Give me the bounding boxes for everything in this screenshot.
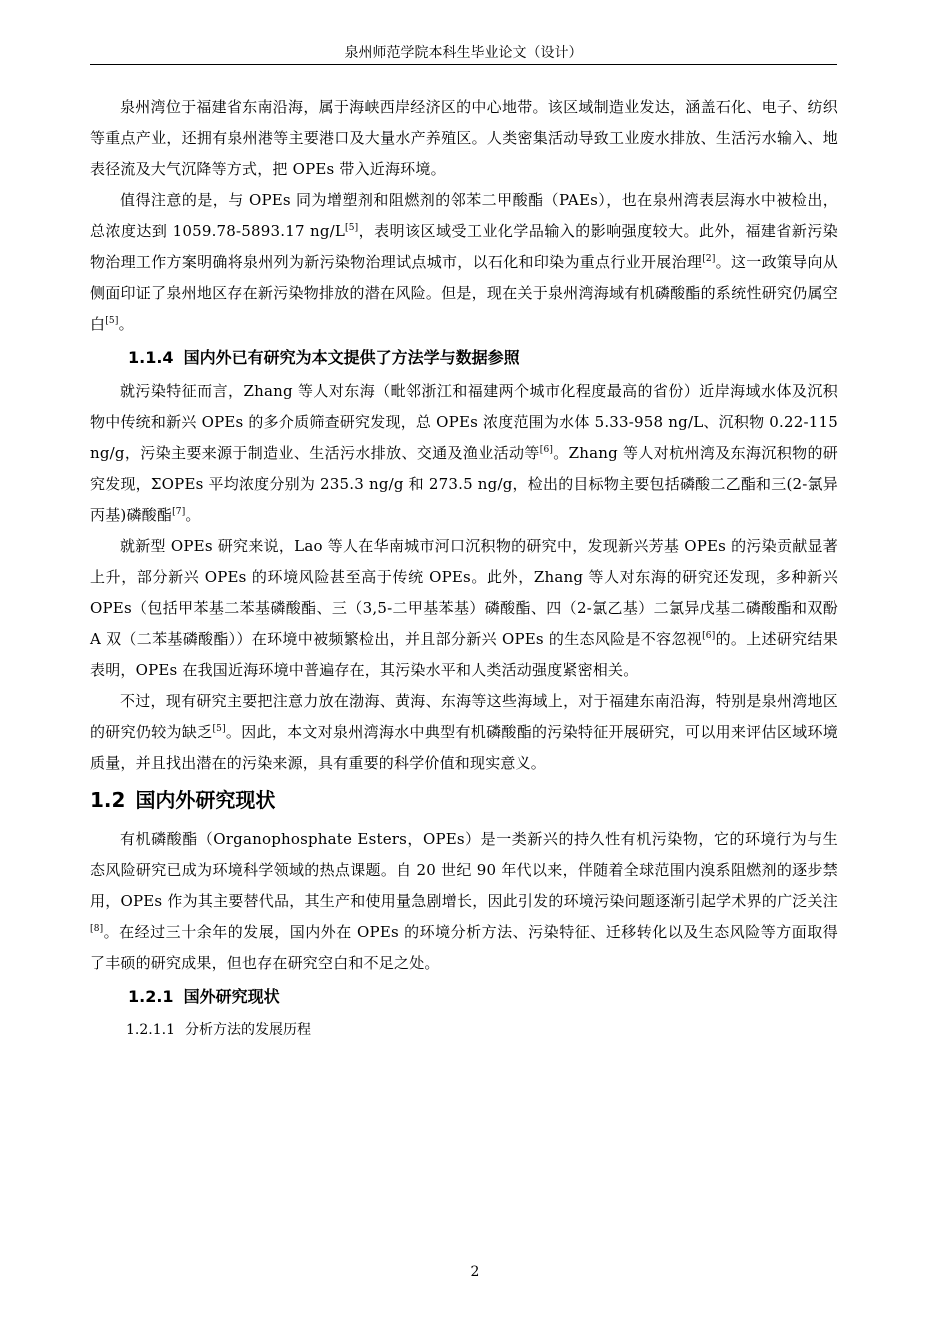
- paragraph-text: 有机磷酸酯（Organophosphate Esters，OPEs）是一类新兴的持久性有机污染物，它的环境行为与生态风险研究已成为环境科学领域的热点课题。自 20 世纪 90 年代以来，伴随着全球范围内溴系阻燃剂的逐步禁用，OPEs 作为其主要替代品，其生产和使用量急剧增长，因此引发的环境污染问题逐渐引起学术界的广泛关注: [90, 830, 838, 910]
- citation: [8]: [90, 924, 104, 934]
- header-rule: [90, 64, 837, 65]
- citation: [6]: [702, 631, 716, 641]
- citation: [5]: [105, 316, 119, 326]
- paragraph-text: 。: [118, 315, 134, 333]
- paragraph-text: 值得注意的是，与 OPEs 同为增塑剂和阻燃剂的邻苯二甲酸酯（PAEs），也在泉州湾表层海水中被检出，总浓度达到 1059.78-5893.17 ng/L: [90, 191, 838, 240]
- paragraph-text: 泉州湾位于福建省东南沿海，属于海峡西岸经济区的中心地带。该区域制造业发达，涵盖石化、电子、纺织等重点产业，还拥有泉州港等主要港口及大量水产养殖区。人类密集活动导致工业废水排放、生活污水输入、地表径流及大气沉降等方式，把 OPEs 带入近海环境。: [90, 98, 838, 178]
- paragraph-paes-detection: [90, 185, 838, 340]
- paragraph-quanzhou-bay-intro: [90, 92, 838, 185]
- heading-1-1-4: [90, 343, 838, 373]
- citation: [2]: [702, 254, 716, 264]
- paragraph-text: 。Zhang 等人对杭州湾及东海沉积物的研究发现，ΣOPEs 平均浓度分别为 235.3 ng/g 和 273.5 ng/g，检出的目标物主要包括磷酸二乙酯和三(2-氯异丙基)磷酸酯: [90, 444, 839, 524]
- heading-1-2-1: [90, 982, 838, 1012]
- heading-number: 1.2.1.1: [126, 1022, 175, 1038]
- paragraph-research-gap: [90, 686, 838, 779]
- citation: [5]: [212, 724, 226, 734]
- page-content: [90, 92, 838, 1045]
- paragraph-text: 。这一政策导向从侧面印证了泉州地区存在新污染物排放的潜在风险。但是，现在关于泉州湾海域有机磷酸酯的系统性研究仍属空白: [90, 253, 838, 333]
- running-header: 泉州师范学院本科生毕业论文（设计）: [344, 45, 583, 61]
- paragraph-text: 不过，现有研究主要把注意力放在渤海、黄海、东海等这些海域上，对于福建东南沿海，特别是泉州湾地区的研究仍较为缺乏: [90, 692, 838, 741]
- heading-text: 分析方法的发展历程: [184, 1022, 311, 1038]
- citation: [7]: [172, 507, 186, 517]
- paragraph-novel-opes: [90, 531, 838, 686]
- paragraph-pollution-characteristics: [90, 376, 838, 531]
- citation: [5]: [345, 223, 359, 233]
- paragraph-text: 。因此，本文对泉州湾海水中典型有机磷酸酯的污染特征开展研究，可以用来评估区域环境质量，并且找出潜在的污染来源，具有重要的科学价值和现实意义。: [90, 723, 838, 772]
- heading-number: 1.1.4: [128, 348, 174, 367]
- paragraph-opes-overview: [90, 824, 838, 979]
- paragraph-text: ，表明该区域受工业化学品输入的影响强度较大。此外，福建省新污染物治理工作方案明确将泉州列为新污染物治理试点城市，以石化和印染为重点行业开展治理: [90, 222, 838, 271]
- paragraph-text: 。在经过三十余年的发展，国内外在 OPEs 的环境分析方法、污染特征、迁移转化以及生态风险等方面取得了丰硕的研究成果，但也存在研究空白和不足之处。: [90, 923, 838, 972]
- heading-text: 国内外研究现状: [135, 788, 276, 812]
- heading-1-2-1-1: [90, 1015, 838, 1045]
- page-number: 2: [470, 1264, 480, 1280]
- heading-text: 国内外已有研究为本文提供了方法学与数据参照: [183, 348, 520, 367]
- heading-number: 1.2.1: [128, 987, 174, 1006]
- heading-1-2: [90, 782, 838, 818]
- paragraph-text: 就新型 OPEs 研究来说，Lao 等人在华南城市河口沉积物的研究中，发现新兴芳基 OPEs 的污染贡献显著上升，部分新兴 OPEs 的环境风险甚至高于传统 OPEs。此外，Zhang 等人对东海的研究还发现，多种新兴 OPEs（包括甲苯基二苯基磷酸酯、三（3,5-二甲基苯基）磷酸酯、四（2-氯乙基）二氯异戊基二磷酸酯和双酚 A 双（二苯基磷酸酯））在环境中被频繁检出，并且部分新兴 OPEs 的生态风险是不容忽视: [90, 537, 838, 648]
- paragraph-text: 就污染特征而言，Zhang 等人对东海（毗邻浙江和福建两个城市化程度最高的省份）近岸海域水体及沉积物中传统和新兴 OPEs 的多介质筛查研究发现，总 OPEs 浓度范围为水体 5.33-958 ng/L、沉积物 0.22-115 ng/g，污染主要来源于制造业、生活污水排放、交通及渔业活动等: [90, 382, 838, 462]
- heading-text: 国外研究现状: [183, 987, 280, 1006]
- heading-number: 1.2: [90, 788, 126, 812]
- paragraph-text: 。: [185, 506, 201, 524]
- citation: [6]: [539, 445, 554, 455]
- paragraph-text: 的。上述研究结果表明，OPEs 在我国近海环境中普遍存在，其污染水平和人类活动强度紧密相关。: [90, 630, 838, 679]
